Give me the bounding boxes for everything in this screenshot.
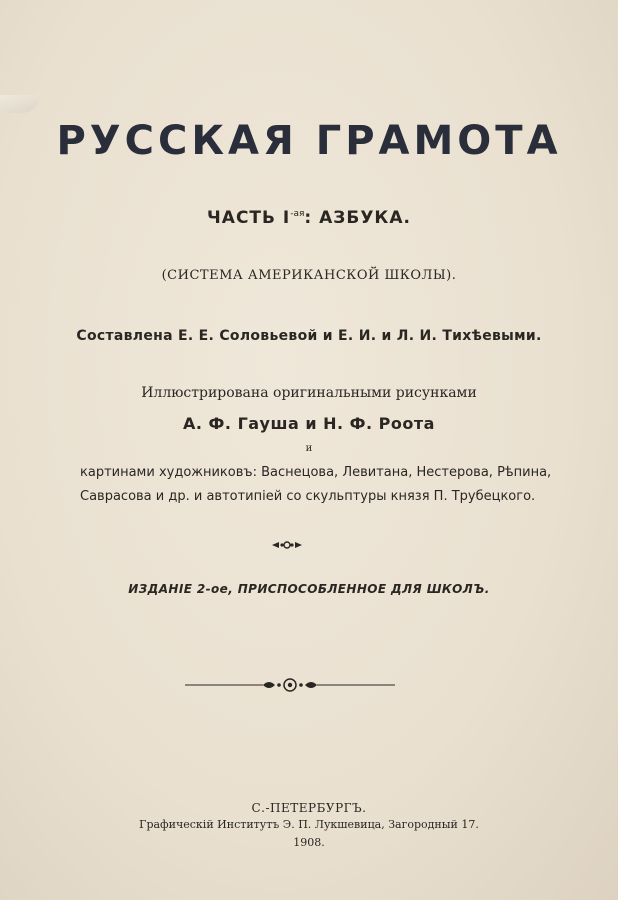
imprint-city: С.-ПЕТЕРБУРГЪ. [251, 801, 367, 815]
artists-main: А. Ф. Гауша и Н. Ф. Роота [183, 414, 435, 433]
illustrated-line: Иллюстрирована оригинальными рисунками [141, 385, 477, 401]
edition-note: ИЗДАНIЕ 2-ое, ПРИСПОСОБЛЕННОЕ ДЛЯ ШКОЛЪ. [128, 582, 490, 596]
paper-fold [0, 95, 40, 113]
part-suffix: : АЗБУКА. [304, 208, 411, 228]
book-title: РУССКАЯ ГРАМОТА [56, 118, 562, 164]
compiled-by: Составлена Е. Е. Соловьевой и Е. И. и Л. И. Тихѣевыми. [76, 328, 542, 344]
part-heading [0, 208, 618, 228]
ornamental-rule-icon [185, 676, 395, 694]
part-superscript: -ая [290, 209, 305, 219]
imprint-publisher: Графическiй Институтъ Э. П. Лукшевица, Загородный 17. [139, 818, 479, 831]
part-prefix: ЧАСТЬ I [207, 208, 291, 228]
imprint-year: 1908. [293, 836, 325, 849]
and-word: и [305, 443, 313, 454]
painters-line-1: картинами художниковъ: Васнецова, Левитана, Нестерова, Рѣпина, [80, 465, 552, 480]
painters-line-2: Саврасова и др. и автотипiей со скульптуры князя П. Трубецкого. [80, 489, 536, 504]
small-ornament-icon [270, 539, 304, 551]
system-note: (СИСТЕМА АМЕРИКАНСКОЙ ШКОЛЫ). [161, 268, 457, 283]
